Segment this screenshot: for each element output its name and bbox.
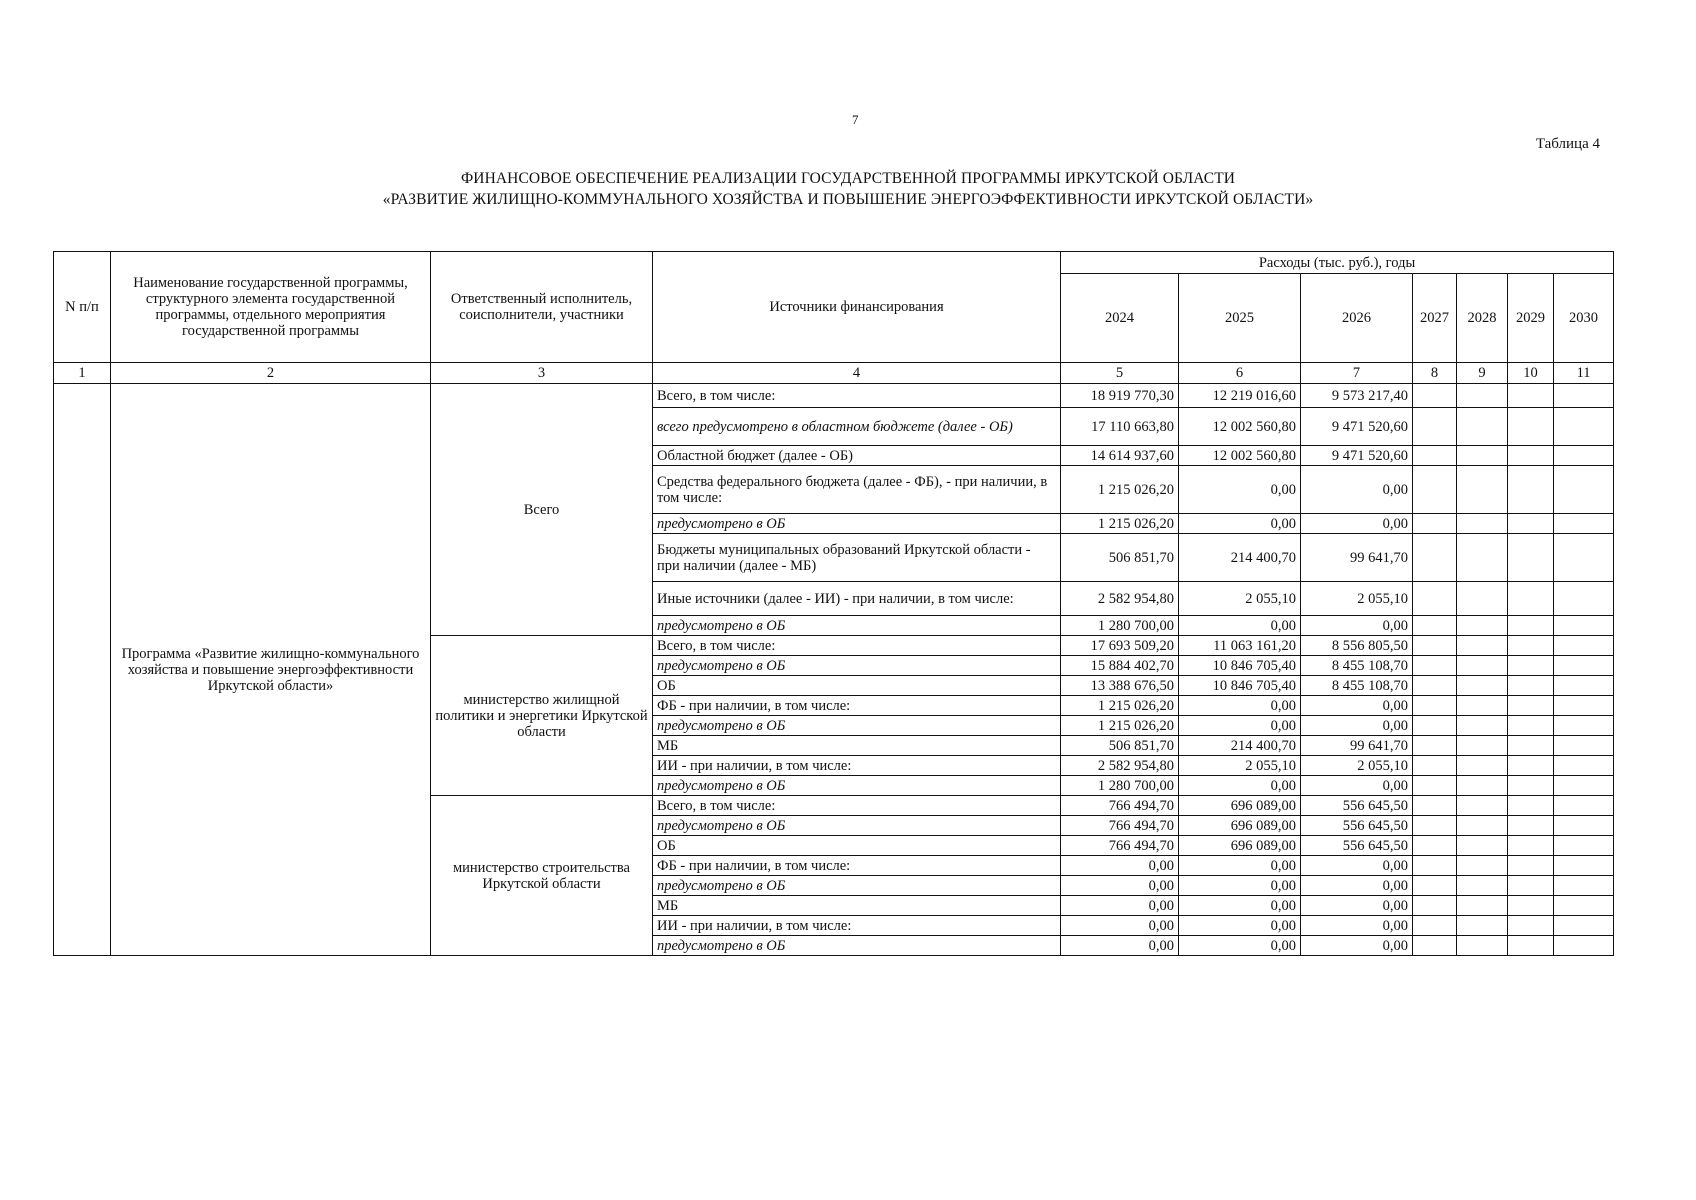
empty-cell-2030 xyxy=(1554,446,1614,466)
amount-2024: 1 215 026,20 xyxy=(1061,466,1179,514)
funding-source: предусмотрено в ОБ xyxy=(653,876,1061,896)
empty-cell-2028 xyxy=(1457,636,1508,656)
amount-2026: 0,00 xyxy=(1301,936,1413,956)
empty-cell-2027 xyxy=(1413,534,1457,582)
empty-cell-2027 xyxy=(1413,384,1457,408)
funding-source: всего предусмотрено в областном бюджете (далее - ОБ) xyxy=(653,408,1061,446)
empty-cell-2027 xyxy=(1413,876,1457,896)
header-year: 2028 xyxy=(1457,274,1508,363)
amount-2025: 0,00 xyxy=(1179,696,1301,716)
funding-source: МБ xyxy=(653,736,1061,756)
empty-cell-2030 xyxy=(1554,408,1614,446)
amount-2025: 0,00 xyxy=(1179,916,1301,936)
page-number: 7 xyxy=(852,112,859,127)
column-index-cell: 5 xyxy=(1061,363,1179,384)
amount-2026: 8 455 108,70 xyxy=(1301,676,1413,696)
empty-cell-2029 xyxy=(1508,408,1554,446)
funding-source: предусмотрено в ОБ xyxy=(653,656,1061,676)
amount-2026: 9 471 520,60 xyxy=(1301,408,1413,446)
column-index-cell: 7 xyxy=(1301,363,1413,384)
amount-2026: 99 641,70 xyxy=(1301,736,1413,756)
empty-cell-2028 xyxy=(1457,582,1508,616)
amount-2024: 1 280 700,00 xyxy=(1061,616,1179,636)
amount-2025: 0,00 xyxy=(1179,514,1301,534)
amount-2024: 1 215 026,20 xyxy=(1061,696,1179,716)
funding-source: Иные источники (далее - ИИ) - при наличии, в том числе: xyxy=(653,582,1061,616)
empty-cell-2028 xyxy=(1457,656,1508,676)
header-year: 2025 xyxy=(1179,274,1301,363)
empty-cell-2028 xyxy=(1457,936,1508,956)
funding-source: Всего, в том числе: xyxy=(653,796,1061,816)
amount-2024: 2 582 954,80 xyxy=(1061,582,1179,616)
empty-cell-2027 xyxy=(1413,856,1457,876)
amount-2025: 696 089,00 xyxy=(1179,816,1301,836)
amount-2025: 0,00 xyxy=(1179,936,1301,956)
amount-2026: 2 055,10 xyxy=(1301,582,1413,616)
empty-cell-2027 xyxy=(1413,896,1457,916)
amount-2024: 0,00 xyxy=(1061,896,1179,916)
empty-cell-2028 xyxy=(1457,836,1508,856)
empty-cell-2027 xyxy=(1413,916,1457,936)
header-year: 2029 xyxy=(1508,274,1554,363)
amount-2025: 0,00 xyxy=(1179,716,1301,736)
amount-2025: 0,00 xyxy=(1179,856,1301,876)
funding-source: Бюджеты муниципальных образований Иркутской области - при наличии (далее - МБ) xyxy=(653,534,1061,582)
empty-cell-2030 xyxy=(1554,936,1614,956)
empty-cell-2029 xyxy=(1508,466,1554,514)
amount-2024: 1 215 026,20 xyxy=(1061,514,1179,534)
empty-cell-2030 xyxy=(1554,816,1614,836)
empty-cell-2030 xyxy=(1554,876,1614,896)
amount-2025: 0,00 xyxy=(1179,616,1301,636)
empty-cell-2029 xyxy=(1508,534,1554,582)
empty-cell-2027 xyxy=(1413,676,1457,696)
funding-source: ИИ - при наличии, в том числе: xyxy=(653,916,1061,936)
empty-cell-2028 xyxy=(1457,816,1508,836)
column-index-cell: 11 xyxy=(1554,363,1614,384)
empty-cell-2030 xyxy=(1554,736,1614,756)
empty-cell-2027 xyxy=(1413,582,1457,616)
empty-cell-2029 xyxy=(1508,836,1554,856)
funding-source: предусмотрено в ОБ xyxy=(653,716,1061,736)
amount-2024: 506 851,70 xyxy=(1061,736,1179,756)
amount-2026: 0,00 xyxy=(1301,696,1413,716)
amount-2025: 11 063 161,20 xyxy=(1179,636,1301,656)
empty-cell-2030 xyxy=(1554,856,1614,876)
header-sources: Источники финансирования xyxy=(653,252,1061,363)
empty-cell-2029 xyxy=(1508,636,1554,656)
amount-2026: 0,00 xyxy=(1301,856,1413,876)
empty-cell-2029 xyxy=(1508,716,1554,736)
empty-cell-2029 xyxy=(1508,696,1554,716)
amount-2026: 0,00 xyxy=(1301,896,1413,916)
amount-2025: 696 089,00 xyxy=(1179,836,1301,856)
empty-cell-2029 xyxy=(1508,916,1554,936)
amount-2026: 0,00 xyxy=(1301,514,1413,534)
empty-cell-2027 xyxy=(1413,816,1457,836)
funding-source: МБ xyxy=(653,896,1061,916)
empty-cell-2027 xyxy=(1413,756,1457,776)
responsible-executor: министерство строительства Иркутской области xyxy=(431,796,653,956)
column-index-cell: 1 xyxy=(54,363,111,384)
empty-cell-2029 xyxy=(1508,856,1554,876)
funding-source: предусмотрено в ОБ xyxy=(653,936,1061,956)
column-index-cell: 3 xyxy=(431,363,653,384)
empty-cell-2030 xyxy=(1554,696,1614,716)
amount-2025: 214 400,70 xyxy=(1179,736,1301,756)
header-year: 2024 xyxy=(1061,274,1179,363)
header-name: Наименование государственной программы, структурного элемента государственной программы, отдельного мероприятия государственной программы xyxy=(111,252,431,363)
responsible-executor: министерство жилищной политики и энергетики Иркутской области xyxy=(431,636,653,796)
amount-2026: 0,00 xyxy=(1301,776,1413,796)
amount-2026: 9 573 217,40 xyxy=(1301,384,1413,408)
empty-cell-2028 xyxy=(1457,408,1508,446)
title-line-1: ФИНАНСОВОЕ ОБЕСПЕЧЕНИЕ РЕАЛИЗАЦИИ ГОСУДАРСТВЕННОЙ ПРОГРАММЫ ИРКУТСКОЙ ОБЛАСТИ xyxy=(460,170,1236,187)
empty-cell-2027 xyxy=(1413,446,1457,466)
amount-2024: 0,00 xyxy=(1061,916,1179,936)
header-expenses: Расходы (тыс. руб.), годы xyxy=(1061,252,1614,274)
amount-2024: 2 582 954,80 xyxy=(1061,756,1179,776)
header-year: 2027 xyxy=(1413,274,1457,363)
empty-cell-2028 xyxy=(1457,534,1508,582)
empty-cell-2029 xyxy=(1508,796,1554,816)
empty-cell-2028 xyxy=(1457,856,1508,876)
amount-2026: 2 055,10 xyxy=(1301,756,1413,776)
empty-cell-2028 xyxy=(1457,676,1508,696)
funding-source: Всего, в том числе: xyxy=(653,384,1061,408)
column-index-cell: 9 xyxy=(1457,363,1508,384)
column-index-cell: 10 xyxy=(1508,363,1554,384)
empty-cell-2027 xyxy=(1413,796,1457,816)
empty-cell-2029 xyxy=(1508,776,1554,796)
empty-cell-2028 xyxy=(1457,796,1508,816)
funding-source: ФБ - при наличии, в том числе: xyxy=(653,856,1061,876)
empty-cell-2030 xyxy=(1554,916,1614,936)
empty-cell-2029 xyxy=(1508,736,1554,756)
amount-2024: 13 388 676,50 xyxy=(1061,676,1179,696)
table-row xyxy=(54,384,1614,408)
amount-2026: 0,00 xyxy=(1301,876,1413,896)
amount-2024: 0,00 xyxy=(1061,856,1179,876)
empty-cell-2029 xyxy=(1508,676,1554,696)
funding-source: предусмотрено в ОБ xyxy=(653,616,1061,636)
empty-cell-2029 xyxy=(1508,384,1554,408)
funding-source: предусмотрено в ОБ xyxy=(653,514,1061,534)
empty-cell-2029 xyxy=(1508,616,1554,636)
empty-cell-2027 xyxy=(1413,716,1457,736)
empty-cell-2029 xyxy=(1508,816,1554,836)
empty-cell-2029 xyxy=(1508,756,1554,776)
amount-2025: 0,00 xyxy=(1179,896,1301,916)
empty-cell-2030 xyxy=(1554,616,1614,636)
header-responsible: Ответственный исполнитель, соисполнители, участники xyxy=(431,252,653,363)
empty-cell-2030 xyxy=(1554,676,1614,696)
empty-cell-2027 xyxy=(1413,466,1457,514)
empty-cell-2029 xyxy=(1508,582,1554,616)
empty-cell-2027 xyxy=(1413,936,1457,956)
amount-2026: 556 645,50 xyxy=(1301,836,1413,856)
document-title xyxy=(0,168,1696,210)
header-year: 2026 xyxy=(1301,274,1413,363)
funding-source: ФБ - при наличии, в том числе: xyxy=(653,696,1061,716)
empty-cell-2029 xyxy=(1508,876,1554,896)
funding-source: Всего, в том числе: xyxy=(653,636,1061,656)
empty-cell-2028 xyxy=(1457,776,1508,796)
empty-cell-2030 xyxy=(1554,636,1614,656)
column-index-cell: 8 xyxy=(1413,363,1457,384)
empty-cell-2030 xyxy=(1554,582,1614,616)
empty-cell-2028 xyxy=(1457,446,1508,466)
empty-cell-2030 xyxy=(1554,796,1614,816)
amount-2026: 0,00 xyxy=(1301,466,1413,514)
empty-cell-2029 xyxy=(1508,446,1554,466)
amount-2024: 766 494,70 xyxy=(1061,836,1179,856)
amount-2024: 1 215 026,20 xyxy=(1061,716,1179,736)
financing-table xyxy=(53,251,1614,956)
empty-cell-2028 xyxy=(1457,616,1508,636)
column-index-cell: 6 xyxy=(1179,363,1301,384)
empty-cell-2030 xyxy=(1554,896,1614,916)
empty-cell-2030 xyxy=(1554,466,1614,514)
empty-cell-2028 xyxy=(1457,876,1508,896)
empty-cell-2030 xyxy=(1554,656,1614,676)
column-index-row xyxy=(54,363,1614,384)
amount-2024: 1 280 700,00 xyxy=(1061,776,1179,796)
empty-cell-2030 xyxy=(1554,716,1614,736)
funding-source: ОБ xyxy=(653,836,1061,856)
amount-2024: 766 494,70 xyxy=(1061,816,1179,836)
header-num: N п/п xyxy=(54,252,111,363)
amount-2025: 2 055,10 xyxy=(1179,756,1301,776)
empty-cell-2030 xyxy=(1554,756,1614,776)
amount-2026: 556 645,50 xyxy=(1301,796,1413,816)
table-body xyxy=(54,384,1614,956)
empty-cell-2029 xyxy=(1508,896,1554,916)
amount-2026: 556 645,50 xyxy=(1301,816,1413,836)
amount-2026: 8 556 805,50 xyxy=(1301,636,1413,656)
amount-2025: 12 002 560,80 xyxy=(1179,408,1301,446)
funding-source: ОБ xyxy=(653,676,1061,696)
empty-cell-2030 xyxy=(1554,514,1614,534)
empty-cell-2027 xyxy=(1413,408,1457,446)
column-index-cell: 4 xyxy=(653,363,1061,384)
empty-cell-2028 xyxy=(1457,756,1508,776)
title-line-2: «РАЗВИТИЕ ЖИЛИЩНО-КОММУНАЛЬНОГО ХОЗЯЙСТВА И ПОВЫШЕНИЕ ЭНЕРГОЭФФЕКТИВНОСТИ ИРКУТСКОЙ ОБЛАСТИ» xyxy=(382,191,1314,208)
empty-cell-2028 xyxy=(1457,514,1508,534)
amount-2025: 2 055,10 xyxy=(1179,582,1301,616)
empty-cell-2027 xyxy=(1413,696,1457,716)
empty-cell-2028 xyxy=(1457,384,1508,408)
empty-cell-2027 xyxy=(1413,736,1457,756)
amount-2024: 18 919 770,30 xyxy=(1061,384,1179,408)
amount-2026: 9 471 520,60 xyxy=(1301,446,1413,466)
empty-cell-2030 xyxy=(1554,384,1614,408)
amount-2026: 0,00 xyxy=(1301,916,1413,936)
empty-cell-2029 xyxy=(1508,514,1554,534)
funding-source: Средства федерального бюджета (далее - ФБ), - при наличии, в том числе: xyxy=(653,466,1061,514)
funding-source: предусмотрено в ОБ xyxy=(653,776,1061,796)
empty-cell-2028 xyxy=(1457,736,1508,756)
amount-2024: 0,00 xyxy=(1061,936,1179,956)
amount-2026: 0,00 xyxy=(1301,616,1413,636)
empty-cell-2028 xyxy=(1457,716,1508,736)
empty-cell-2027 xyxy=(1413,776,1457,796)
column-index-cell: 2 xyxy=(111,363,431,384)
empty-cell-2028 xyxy=(1457,696,1508,716)
empty-cell-2030 xyxy=(1554,534,1614,582)
row-number-cell xyxy=(54,384,111,956)
amount-2025: 12 002 560,80 xyxy=(1179,446,1301,466)
amount-2024: 14 614 937,60 xyxy=(1061,446,1179,466)
empty-cell-2030 xyxy=(1554,776,1614,796)
amount-2024: 17 693 509,20 xyxy=(1061,636,1179,656)
empty-cell-2029 xyxy=(1508,656,1554,676)
table-label: Таблица 4 xyxy=(1535,136,1600,152)
amount-2025: 12 219 016,60 xyxy=(1179,384,1301,408)
amount-2024: 766 494,70 xyxy=(1061,796,1179,816)
amount-2025: 0,00 xyxy=(1179,466,1301,514)
program-name: Программа «Развитие жилищно-коммунального хозяйства и повышение энергоэффективности Иркутской области» xyxy=(111,384,431,956)
amount-2025: 696 089,00 xyxy=(1179,796,1301,816)
amount-2025: 0,00 xyxy=(1179,776,1301,796)
amount-2026: 99 641,70 xyxy=(1301,534,1413,582)
empty-cell-2027 xyxy=(1413,616,1457,636)
empty-cell-2027 xyxy=(1413,656,1457,676)
empty-cell-2027 xyxy=(1413,514,1457,534)
responsible-executor: Всего xyxy=(431,384,653,636)
amount-2025: 0,00 xyxy=(1179,876,1301,896)
empty-cell-2027 xyxy=(1413,836,1457,856)
empty-cell-2028 xyxy=(1457,896,1508,916)
amount-2025: 214 400,70 xyxy=(1179,534,1301,582)
amount-2024: 17 110 663,80 xyxy=(1061,408,1179,446)
funding-source: ИИ - при наличии, в том числе: xyxy=(653,756,1061,776)
empty-cell-2027 xyxy=(1413,636,1457,656)
amount-2026: 0,00 xyxy=(1301,716,1413,736)
empty-cell-2028 xyxy=(1457,916,1508,936)
funding-source: Областной бюджет (далее - ОБ) xyxy=(653,446,1061,466)
empty-cell-2029 xyxy=(1508,936,1554,956)
empty-cell-2030 xyxy=(1554,836,1614,856)
amount-2025: 10 846 705,40 xyxy=(1179,676,1301,696)
amount-2024: 506 851,70 xyxy=(1061,534,1179,582)
amount-2024: 0,00 xyxy=(1061,876,1179,896)
amount-2024: 15 884 402,70 xyxy=(1061,656,1179,676)
empty-cell-2028 xyxy=(1457,466,1508,514)
funding-source: предусмотрено в ОБ xyxy=(653,816,1061,836)
amount-2026: 8 455 108,70 xyxy=(1301,656,1413,676)
amount-2025: 10 846 705,40 xyxy=(1179,656,1301,676)
header-year: 2030 xyxy=(1554,274,1614,363)
